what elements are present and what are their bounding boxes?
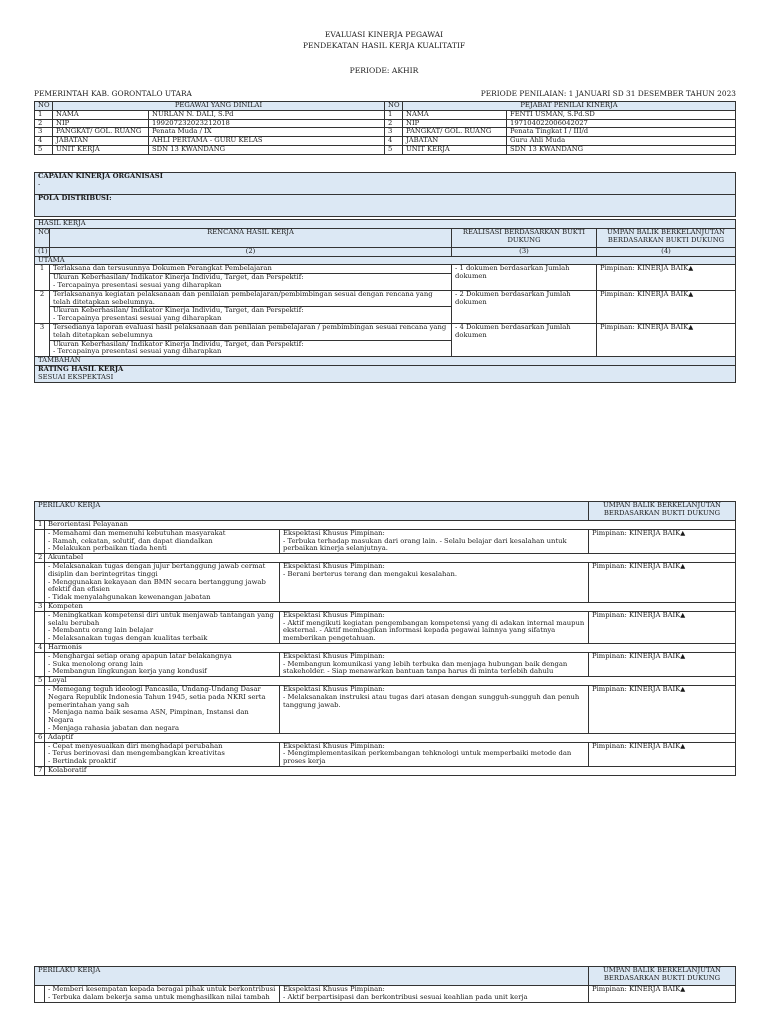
tambahan-label: TAMBAHAN bbox=[35, 357, 736, 366]
rating-label: RATING HASIL KERJA bbox=[38, 364, 124, 373]
col-umpan-balik: UMPAN BALIK BERKELANJUTAN BERDASARKAN BUKTI DUKUNG bbox=[597, 228, 736, 247]
capaian-section bbox=[34, 172, 736, 217]
hasil-kerja-table: HASIL KERJA NO RENCANA HASIL KERJA REALISASI BERDASARKAN BUKTI DUKUNG UMPAN BALIK BERKELANJUTAN BERDASARKAN BUKTI DUKUNG (1) (2) (3) (4) UTAMA 1 Terlaksana dan tersusunnya Dokumen Perangkat Pembelajaran - 1 dokumen berdasarkan Jumlah dokumen Pimpinan: KINERJA BAIK▲ Ukuran Keberhasilan/ Indikator Kinerja Individu, Target, dan Perspektif: - Tercapainya presentasi sesuai yang diharapkan 2 Terlaksananya kegiatan pelaksanaan dan penilaian pembelajaran/pembimbingan sesuai dengan rencana yang telah ditetapkan sebelumnya. - 2 Dokumen berdasarkan Jumlah dokumen Pimpinan: KINERJA BAIK▲ Ukuran Keberhasilan/ Indikator Kinerja Individu, Target, dan Perspektif: - Tercapainya presentasi sesuai yang diharapkan 3 Tersedianya laporan evaluasi hasil pelaksanaan dan penilaian pembelajaran / pembimbingan sesuai rencana yang telah ditetapkan sebelumnya - 4 Dokumen berdasarkan Jumlah dokumen Pimpinan: KINERJA BAIK▲ Ukuran Keberhasilan/ Indikator Kinerja Individu, Target, dan Perspektif: - Tercapainya presentasi sesuai yang diharapkan TAMBAHAN RATING HASIL KERJA SESUAI EKSPEKTASI bbox=[34, 219, 736, 383]
feedback-cell: Pimpinan: KINERJA BAIK▲ bbox=[589, 685, 736, 733]
doc-subtitle: PENDEKATAN HASIL KERJA KUALITATIF bbox=[302, 41, 466, 50]
perilaku-item-name: Adaptif bbox=[45, 733, 736, 742]
feedback-cell: Pimpinan: KINERJA BAIK▲ bbox=[589, 611, 736, 643]
perilaku-item-name: Harmonis bbox=[45, 643, 736, 652]
periode: PERIODE: AKHIR bbox=[349, 66, 419, 75]
perilaku-label: PERILAKU KERJA bbox=[35, 967, 589, 986]
feedback-cell: Pimpinan: KINERJA BAIK▲ bbox=[589, 652, 736, 676]
hasil-row: 1 Terlaksana dan tersusunnya Dokumen Perangkat Pembelajaran - 1 dokumen berdasarkan Jumlah dokumen Pimpinan: KINERJA BAIK▲ bbox=[35, 265, 736, 274]
perilaku-row: - Memberi kesempatan kepada beragai pihak untuk berkontribusi - Terbuka dalam bekerja sama untuk menghasilkan nilai tambah Ekspektasi Khusus Pimpinan: - Aktif berpartisipasi dan berkontribusi sesuai keahlian pada unit kerja Pimpinan: KINERJA BAIK▲ bbox=[35, 986, 736, 1003]
perilaku-item-name: Kompeten bbox=[45, 602, 736, 611]
identity-row: 3 PANGKAT/ GOL. RUANG Penata Muda / IX 3 PANGKAT/ GOL. RUANG Penata Tingkat I / III/d bbox=[35, 128, 736, 137]
perilaku-row: - Memahami dan memenuhi kebutuhan masyarakat - Ramah, cekatan, solutif, dan dapat diandalkan - Melakukan perbaikan tiada henti Ekspektasi Khusus Pimpinan: - Terbuka terhadap masukan dari orang lain. - Selalu belajar dari kesalahan untuk perbaikan kinerja selanjutnya. Pimpinan: KINERJA BAIK▲ bbox=[35, 529, 736, 553]
perilaku-row: - Cepat menyesuaikan diri menghadapi perubahan - Terus berinovasi dan mengembangkan kreativitas - Bertindak proaktif Ekspektasi Khusus Pimpinan: - Mengimplementasikan perkembangan tehknologi untuk memperbaiki metode dan proses kerja Pimpinan: KINERJA BAIK▲ bbox=[35, 742, 736, 766]
perilaku-item-name: Akuntabel bbox=[45, 554, 736, 563]
col-no: NO bbox=[35, 102, 53, 111]
col-no: NO bbox=[385, 102, 403, 111]
pejabat-header: PEJABAT PENILAI KINERJA bbox=[403, 102, 736, 111]
perilaku-row: - Menghargai setiap orang apapun latar belakangnya - Suka menolong orang lain - Membangun lingkungan kerja yang kondusif Ekspektasi Khusus Pimpinan: - Membangun komunikasi yang lebih terbuka dan menjaga hubungan baik dengan stakeholder. - Siap menawarkan bantuan tanpa harus di minta terlebih dahulu Pimpinan: KINERJA BAIK▲ bbox=[35, 652, 736, 676]
identity-section bbox=[34, 101, 736, 155]
feedback-cell: Pimpinan: KINERJA BAIK▲ bbox=[597, 265, 736, 290]
identity-row: 5 UNIT KERJA SDN 13 KWANDANG 5 UNIT KERJA SDN 13 KWANDANG bbox=[35, 145, 736, 154]
feedback-cell: Pimpinan: KINERJA BAIK▲ bbox=[597, 323, 736, 356]
thumbs-up-icon: ▲ bbox=[680, 985, 686, 993]
col-rencana: RENCANA HASIL KERJA bbox=[50, 228, 452, 247]
pola-label: POLA DISTRIBUSI: bbox=[38, 194, 112, 202]
perilaku-item-name: Berorientasi Pelayanan bbox=[45, 521, 736, 530]
hasil-kerja-section bbox=[34, 219, 736, 383]
feedback-cell: Pimpinan: KINERJA BAIK▲ bbox=[589, 986, 736, 1003]
identity-row: 2 NIP 199207232023212018 2 NIP 197104022006042027 bbox=[35, 119, 736, 128]
thumbs-up-icon: ▲ bbox=[688, 322, 694, 331]
hasil-row: 2 Terlaksananya kegiatan pelaksanaan dan penilaian pembelajaran/pembimbingan sesuai dengan rencana yang telah ditetapkan sebelumnya. - 2 Dokumen berdasarkan Jumlah dokumen Pimpinan: KINERJA BAIK▲ bbox=[35, 290, 736, 307]
perilaku-label: PERILAKU KERJA bbox=[35, 502, 589, 521]
thumbs-up-icon: ▲ bbox=[680, 741, 686, 750]
rating-value: SESUAI EKSPEKTASI bbox=[38, 372, 114, 381]
feedback-cell: Pimpinan: KINERJA BAIK▲ bbox=[597, 290, 736, 323]
perilaku-item-name: Loyal bbox=[45, 677, 736, 686]
perilaku-row: - Meningkatkan kompetensi diri untuk menjawab tantangan yang selalu berubah - Membantu orang lain belajar - Melaksanakan tugas dengan kualitas terbaik Ekspektasi Khusus Pimpinan: - Aktif mengikuti kegiatan pengembangan kompetensi yang di adakan internal maupun eksternal. - Aktif membagikan informasi kepada pegawai lainnya yang sifatnya memberikan pengetahuan. Pimpinan: KINERJA BAIK▲ bbox=[35, 611, 736, 643]
capaian-value: - bbox=[38, 179, 41, 188]
hasil-kerja-label: HASIL KERJA bbox=[35, 220, 736, 229]
thumbs-up-icon: ▲ bbox=[680, 561, 686, 570]
thumbs-up-icon: ▲ bbox=[680, 684, 686, 693]
capaian-label: CAPAIAN KINERJA ORGANISASI bbox=[38, 172, 163, 180]
thumbs-up-icon: ▲ bbox=[680, 651, 686, 660]
hasil-row: 3 Tersedianya laporan evaluasi hasil pelaksanaan dan penilaian pembelajaran / pembimbingan sesuai rencana yang telah ditetapkan sebelumnya - 4 Dokumen berdasarkan Jumlah dokumen Pimpinan: KINERJA BAIK▲ bbox=[35, 323, 736, 340]
perilaku-section bbox=[34, 501, 736, 776]
thumbs-up-icon: ▲ bbox=[688, 289, 694, 298]
perilaku-row: - Melaksanakan tugas dengan jujur bertanggung jawab cermat disiplin dan berintegritas tinggi - Menggunakan kekayaan dan BMN secara bertanggung jawab efektif dan efisien - Tidak menyalahgunakan kewenangan jabatan Ekspektasi Khusus Pimpinan: - Berani berterus terang dan mengakui kesalahan. Pimpinan: KINERJA BAIK▲ bbox=[35, 562, 736, 602]
col-umpan-balik: UMPAN BALIK BERKELANJUTAN BERDASARKAN BUKTI DUKUNG bbox=[589, 502, 736, 521]
feedback-cell: Pimpinan: KINERJA BAIK▲ bbox=[589, 742, 736, 766]
identity-table bbox=[34, 101, 736, 155]
thumbs-up-icon: ▲ bbox=[680, 528, 686, 537]
thumbs-up-icon: ▲ bbox=[680, 610, 686, 619]
feedback-cell: Pimpinan: KINERJA BAIK▲ bbox=[589, 529, 736, 553]
col-umpan-balik: UMPAN BALIK BERKELANJUTAN BERDASARKAN BUKTI DUKUNG bbox=[589, 967, 736, 986]
periode-penilaian: PERIODE PENILAIAN: 1 JANUARI SD 31 DESEMBER TAHUN 2023 bbox=[480, 89, 736, 98]
pegawai-header: PEGAWAI YANG DINILAI bbox=[53, 102, 385, 111]
identity-row: 1 NAMA NURLAN N. DALI, S.Pd 1 NAMA FENTI USMAN, S.Pd.SD bbox=[35, 110, 736, 119]
utama-label: UTAMA bbox=[35, 256, 736, 265]
perilaku-item-name: Kolaboratif bbox=[45, 766, 736, 775]
feedback-cell: Pimpinan: KINERJA BAIK▲ bbox=[589, 562, 736, 602]
doc-title: EVALUASI KINERJA PEGAWAI bbox=[324, 30, 444, 39]
perilaku-row: - Memegang teguh ideologi Pancasila, Undang-Undang Dasar Negara Republik Indonesia Tahun 1945, setia pada NKRI serta pemerintahan yang sah - Menjaga nama baik sesama ASN, Pimpinan, Instansi dan Negara - Menjaga rahasia jabatan dan negara Ekspektasi Khusus Pimpinan: - Melaksanakan instruksi atau tugas dari atasan dengan sungguh-sungguh dan penuh tanggung jawab. Pimpinan: KINERJA BAIK▲ bbox=[35, 685, 736, 733]
perilaku-table: PERILAKU KERJA UMPAN BALIK BERKELANJUTAN BERDASARKAN BUKTI DUKUNG 1 Berorientasi Pelayanan - Memahami dan memenuhi kebutuhan masyarakat - Ramah, cekatan, solutif, dan dapat diandalkan - Melakukan perbaikan tiada henti Ekspektasi Khusus Pimpinan: - Terbuka terhadap masukan dari orang lain. - Selalu belajar dari kesalahan untuk perbaikan kinerja selanjutnya. Pimpinan: KINERJA BAIK▲ 2 Akuntabel - Melaksanakan tugas dengan jujur bertanggung jawab cermat disiplin dan berintegritas tinggi - Menggunakan kekayaan dan BMN secara bertanggung jawab efektif dan efisien - Tidak menyalahgunakan kewenangan jabatan Ekspektasi Khusus Pimpinan: - Berani berterus terang dan mengakui kesalahan. Pimpinan: KINERJA BAIK▲ 3 Kompeten - Meningkatkan kompetensi diri untuk menjawab tantangan yang selalu berubah - Membantu orang lain belajar - Melaksanakan tugas dengan kualitas terbaik Ekspektasi Khusus Pimpinan: - Aktif mengikuti kegiatan pengembangan kompetensi yang di adakan internal maupun eksternal. - Aktif membagikan informasi kepada pegawai lainnya yang sifatnya memberikan pengetahuan. Pimpinan: KINERJA BAIK▲ 4 Harmonis - Menghargai setiap orang apapun latar belakangnya - Suka menolong orang lain - Membangun lingkungan kerja yang kondusif Ekspektasi Khusus Pimpinan: - Membangun komunikasi yang lebih terbuka dan menjaga hubungan baik dengan stakeholder. - Siap menawarkan bantuan tanpa harus di minta terlebih dahulu Pimpinan: KINERJA BAIK▲ 5 Loyal - Memegang teguh ideologi Pancasila, Undang-Undang Dasar Negara Republik Indonesia Tahun 1945, setia pada NKRI serta pemerintahan yang sah - Menjaga nama baik sesama ASN, Pimpinan, Instansi dan Negara - Menjaga rahasia jabatan dan negara Ekspektasi Khusus Pimpinan: - Melaksanakan instruksi atau tugas dari atasan dengan sungguh-sungguh dan penuh tanggung jawab. Pimpinan: KINERJA BAIK▲ 6 Adaptif - Cepat menyesuaikan diri menghadapi perubahan - Terus berinovasi dan mengembangkan kreativitas - Bertindak proaktif Ekspektasi Khusus Pimpinan: - Mengimplementasikan perkembangan tehknologi untuk memperbaiki metode dan proses kerja Pimpinan: KINERJA BAIK▲ 7 Kolaboratif bbox=[34, 501, 736, 776]
instansi: PEMERINTAH KAB. GORONTALO UTARA bbox=[34, 89, 192, 98]
thumbs-up-icon: ▲ bbox=[688, 264, 694, 273]
identity-row: 4 JABATAN AHLI PERTAMA - GURU KELAS 4 JABATAN Guru Ahli Muda bbox=[35, 137, 736, 146]
perilaku-continued-section bbox=[34, 966, 736, 1003]
col-realisasi: REALISASI BERDASARKAN BUKTI DUKUNG bbox=[452, 228, 597, 247]
